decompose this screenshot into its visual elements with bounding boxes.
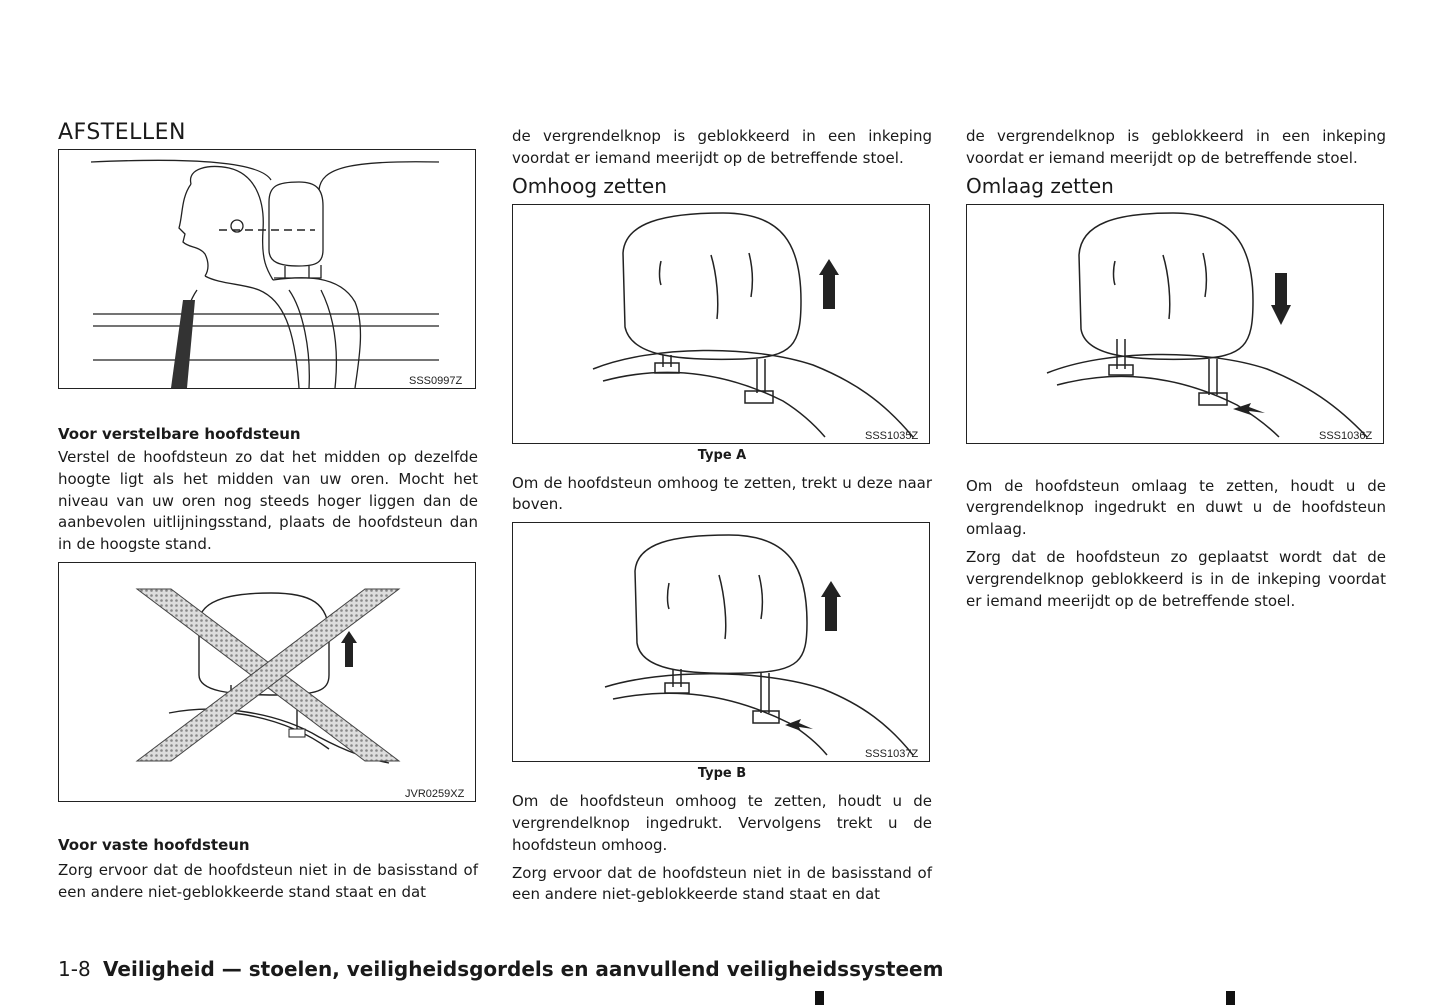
- type-b-text: Om de hoofdsteun omhoog te zetten, houdt u de vergrendelknop ingedrukt. Vervolgens trekt u de hoofdsteun omhoog.: [512, 792, 932, 854]
- page-number: 1-8: [58, 957, 91, 981]
- page-footer: [58, 957, 943, 981]
- figure-caption-type-a: Type A: [697, 447, 747, 463]
- fixed-headrest-heading: Voor vaste hoofdsteun: [58, 835, 250, 854]
- lower-text: Om de hoofdsteun omlaag te zetten, houdt u de vergrendelknop ingedrukt en duwt u de hoofdsteun omlaag.: [966, 476, 1386, 539]
- raise-heading: Omhoog zetten: [512, 173, 667, 198]
- adjustable-headrest-text: Verstel de hoofdsteun zo dat het midden op dezelfde hoogte ligt als het midden van uw oren. Mocht het niveau van uw oren nog steeds hoger liggen dan de aanbevolen uitlijningsstand, plaats de hoofdsteun dan in de hoogste stand.: [58, 448, 478, 554]
- figure-fixed-headrest-crossed: [58, 562, 476, 802]
- continued-text: de vergrendelknop is geblokkeerd in een inkeping voordat er iemand meerijdt op de betreffende stoel.: [512, 127, 932, 167]
- chapter-title: Veiligheid — stoelen, veiligheidsgordels en aanvullend veiligheidssysteem: [103, 957, 944, 981]
- section-heading: AFSTELLEN: [58, 120, 186, 145]
- adjustable-headrest-heading: Voor verstelbare hoofdsteun: [58, 425, 301, 443]
- figure-lower-headrest: [966, 204, 1384, 444]
- type-a-text: Om de hoofdsteun omhoog te zetten, trekt u deze naar boven.: [512, 473, 932, 514]
- figure-caption-type-b: Type B: [697, 766, 747, 782]
- fixed-headrest-text: Zorg ervoor dat de hoofdsteun niet in de basisstand of een andere niet-geblokkeerde stand staat en dat: [58, 860, 478, 901]
- continued-text: de vergrendelknop is geblokkeerd in een inkeping voordat er iemand meerijdt op de betreffende stoel.: [966, 127, 1386, 167]
- figure-headrest-alignment: [58, 149, 476, 389]
- figure-code: JVR0259XZ: [405, 787, 465, 800]
- headrest-type-b-illustration: [513, 523, 929, 761]
- crop-mark-left: [815, 991, 824, 1005]
- figure-type-a: [512, 204, 930, 444]
- column-2: [512, 126, 932, 906]
- figure-code: SSS1037Z: [865, 748, 919, 761]
- figure-code: SSS1036Z: [1319, 429, 1373, 442]
- headrest-lower-illustration: [967, 205, 1383, 443]
- column-1: [58, 120, 478, 904]
- crossed-headrest-illustration: [59, 563, 475, 801]
- column-3: [966, 126, 1386, 612]
- figure-code: SSS1035Z: [865, 429, 919, 442]
- headrest-type-a-illustration: [513, 205, 929, 443]
- crop-mark-right: [1226, 991, 1235, 1005]
- figure-type-b: [512, 522, 930, 762]
- closing-text: Zorg ervoor dat de hoofdsteun niet in de basisstand of een andere niet-geblokkeerde stand staat en dat: [512, 863, 932, 904]
- figure-code: SSS0997Z: [409, 375, 463, 387]
- lower-heading: Omlaag zetten: [966, 173, 1114, 198]
- closing-text: Zorg dat de hoofdsteun zo geplaatst wordt dat de vergrendelknop geblokkeerd is in de inkeping voordat er iemand meerijdt op de betreffende stoel.: [966, 547, 1386, 610]
- person-headrest-illustration: [59, 150, 475, 388]
